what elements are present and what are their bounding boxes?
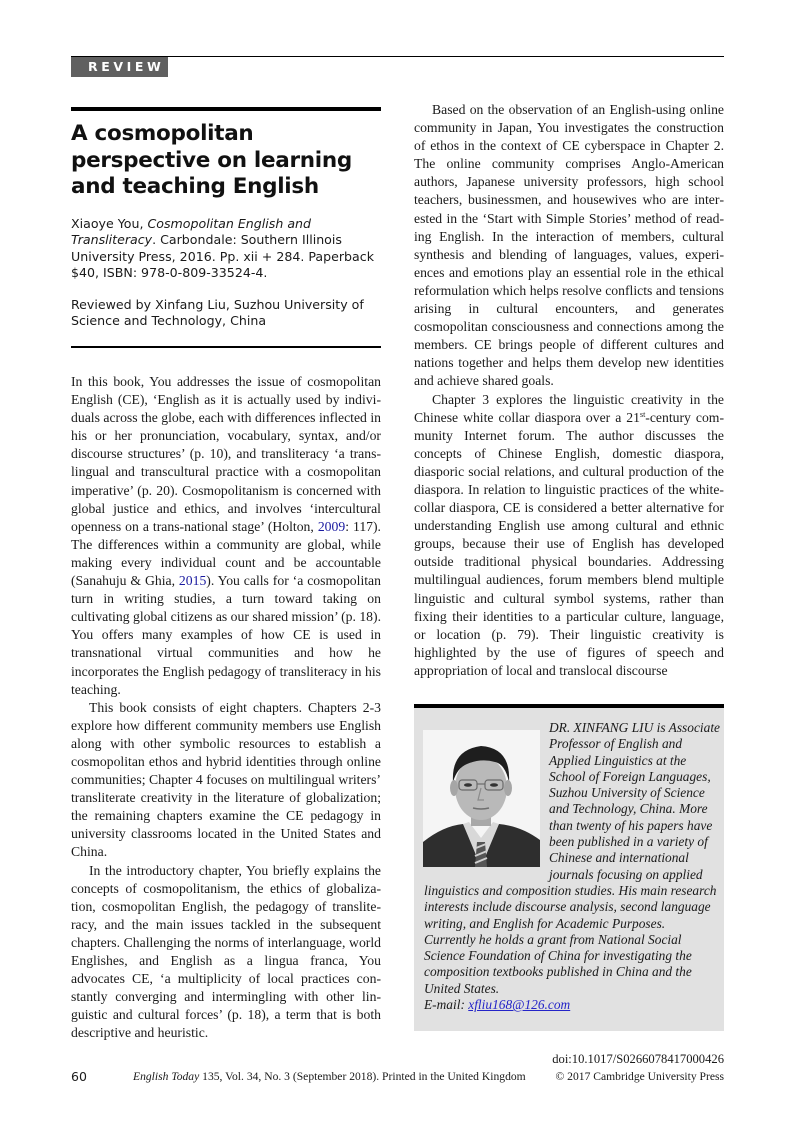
reviewer-line: Reviewed by Xinfang Liu, Suzhou University of Science and Technology, China [71,297,364,329]
paragraph-text: In this book, You addresses the issue of cosmopolitan English (CE), ‘English as it is actually used by individuals across the globe, each with differences inflected in his or her pronunciation, vocabulary, syntax, and/or discourse structures’ (p. 10), and transliteracy ‘a translingual and transcultural practice with a cosmopolitan imperative’ (p. 20). Cosmopolitanism is concerned with global justice and ethics, and involves ‘intercultural openness on a trans-national stage’ (Holton, [71,374,381,534]
email-label: E-mail: [424,997,469,1013]
photo-spacer [424,720,549,868]
paragraph-text: : 117). The differences within a community are global, while making every individual count and be accountable (Sanahuju & Ghia, [71,518,381,589]
left-column [71,373,381,1042]
book-citation [71,216,383,281]
page-number: 60 [71,1069,87,1084]
doi[interactable]: doi:10.1017/S0266078417000426 [552,1052,724,1066]
email-link[interactable]: xfliu168@126.com [468,997,571,1013]
author-bio [424,720,720,1013]
paragraph-chapters: This book consists of eight chapters. Chapters 2-3 explore how different community members use English along with other symbolic resources to establish a cosmopolitan ethos and hybrid identities through online communities; Chapter 4 focuses on multilingual writers’ transliterate creativity in the literature of globalization; the remaining chapters examine the CE pedagogy in university classrooms located in the United States and China. [71,699,381,860]
paragraph-introductory-chapter: In the introductory chapter, You briefly explains the concepts of cosmopolitanism, the ethics of globalization, cosmopolitan English, the pedagogy of transliteracy, and the main issues tackled in the subsequent chapters. Challenging the norms of interlanguage, world Englishes, and English as a lingua franca, You advocates CE, ‘a multiplicity of local practices constantly converging and intermingling with other linguistic and cultural forces’ (p. 18), a term that is both descriptive and heuristic. [71,862,381,1041]
paragraph-text: ). You calls for ‘a cosmopolitan turn in writing studies, a turn toward taking on cultivating global citizens as our shared mission’ (p. 18). You offers many examples of how CE is used in transnational virtual communities and how he incorporates the English pedagogy of transliteracy in his teaching. [71,573,381,697]
book-author: Xiaoye You, [71,216,148,231]
reference-link-sanahuju[interactable]: 2015 [178,573,207,589]
article-title: A cosmopolitan perspective on learning and teaching English [71,121,352,199]
journal-info [133,1070,526,1083]
book-details: . Carbondale: Southern Illinois University Press, 2016. Pp. xii + 284. Paperback $40, ISBN: 978-0-809-33524-4. [71,232,374,280]
section-label: REVIEW [71,57,168,77]
bio-text: DR. XINFANG LIU is Associate Professor of English and Applied Linguistics at the School of Foreign Languages, Suzhou University of Science and Technology, China. More than twenty of his papers have been published in a variety of Chinese and international journals focusing on applied linguistics and composition studies. His main research interests include discourse analysis, second language writing, and English for Academic Purposes. Currently he holds a grant from National Social Science Foundation of China for investigating the composition textbooks published in China and the United States. [424,720,720,996]
paragraph-intro [71,373,381,699]
journal-name: English Today [133,1070,200,1083]
header-bottom-rule [71,346,381,348]
journal-details: 135, Vol. 34, No. 3 (September 2018). Printed in the United Kingdom [199,1070,526,1083]
superscript: st [639,409,646,419]
book-title: Cosmopolitan English and Transliteracy [71,216,312,248]
paragraph-text: Chapter 3 explores the linguistic creativity in the Chinese white collar diaspora over a 21 [414,391,724,425]
title-top-rule [71,107,381,111]
header-top-rule [71,56,724,57]
paragraph-text: -century community Internet forum. The author discusses the concepts of Chinese English, domestic diaspora, diasporic social relations, and cultural production of the diaspora. In relation to linguistic practices of the white-collar diaspora, CE is considered a better alternative for understanding English use among cultural and ethnic groups, because their use of English has developed outside traditional physical boundaries. Addressing multilingual audiences, forum members blend multiple linguistic and cultural symbol systems, rather than fixing their identities to a particular culture, language, or location (p. 79). Their linguistic creativity is highlighted by the use of figures of speech and appropriation of local and translocal discourse [414,409,724,678]
reference-link-holton[interactable]: 2009 [317,518,346,534]
right-column [414,101,724,680]
author-bio-box [414,704,724,1031]
copyright: © 2017 Cambridge University Press [555,1070,724,1083]
paragraph-chapter-2: Based on the observation of an English-using online community in Japan, You investigates the construction of ethos in the context of CE cyberspace in Chapter 2. The online community comprises Anglo-American authors, Japanese university professors, high school teachers, businessmen, and housewives who are interested in the ‘Start with Simple Stories’ method of reading English. In the interaction of members, cultural synthesis and blending of languages, values, experiences and emotions play an essential role in the ethical reformulation which helps resolve conflicts and tensions arising in cultural encounters, and generates cosmopolitan consciousness and connections among the members. CE brings people of different cultures and nations together and helps them develop new identities and achieve shared goals. [414,102,724,389]
paragraph-chapter-3 [414,391,724,681]
